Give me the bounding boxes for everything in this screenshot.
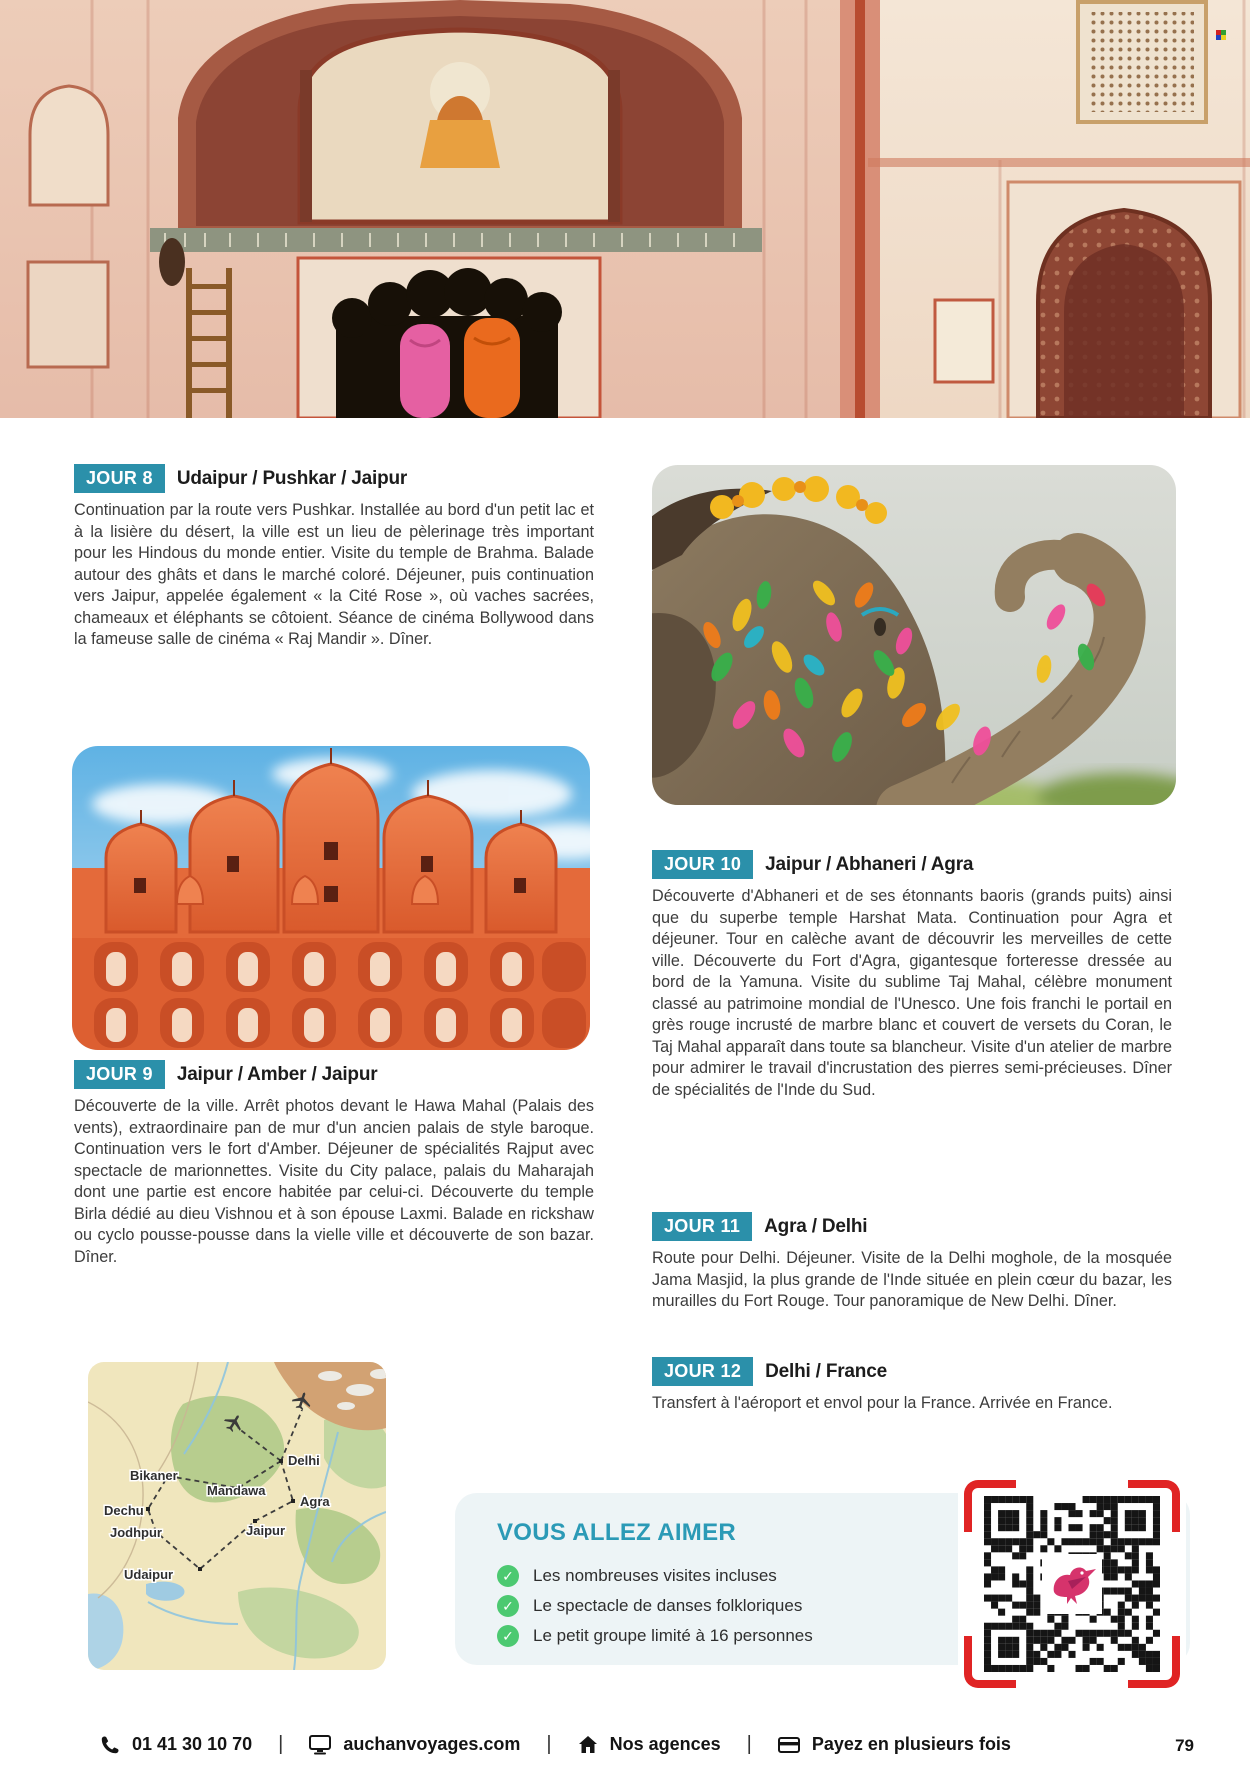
page-number: 79 bbox=[1175, 1736, 1194, 1755]
day-section-jour12 bbox=[652, 1357, 1172, 1415]
day-section-jour9 bbox=[74, 1060, 594, 1268]
highlight-label: Le spectacle de danses folkloriques bbox=[533, 1596, 803, 1615]
palace-illustration bbox=[0, 0, 1250, 418]
bird-logo-icon bbox=[1042, 1554, 1102, 1614]
day-section-jour11 bbox=[652, 1212, 1172, 1313]
footer-bar bbox=[100, 1733, 1011, 1756]
qr-code bbox=[958, 1472, 1186, 1696]
highlight-label: Le petit groupe limité à 16 personnes bbox=[533, 1626, 813, 1645]
day-badge: JOUR 9 bbox=[74, 1060, 165, 1089]
hero-photo-palace bbox=[0, 0, 1250, 418]
map-label-delhi: Delhi bbox=[288, 1453, 320, 1468]
check-icon: ✓ bbox=[497, 1595, 519, 1617]
check-icon: ✓ bbox=[497, 1565, 519, 1587]
day-section-jour8 bbox=[74, 464, 594, 651]
map-label-bikaner: Bikaner bbox=[130, 1468, 178, 1483]
day-description: Route pour Delhi. Déjeuner. Visite de la Delhi moghole, de la mosquée Jama Masjid, la plus grande de l'Inde située en plein cœur du bazar, les murailles du Fort Rouge. Tour panoramique de New Delhi. Dîner. bbox=[652, 1249, 1172, 1310]
day-route-title: Agra / Delhi bbox=[764, 1215, 868, 1237]
map-label-jodhpur: Jodhpur bbox=[110, 1525, 162, 1540]
footer-divider: | bbox=[278, 1733, 284, 1755]
itinerary-map bbox=[88, 1362, 386, 1670]
day-section-jour10 bbox=[652, 850, 1172, 1101]
credit-card-icon bbox=[778, 1736, 800, 1754]
footer-payment[interactable] bbox=[778, 1734, 1011, 1755]
map-label-udaipur: Udaipur bbox=[124, 1567, 174, 1582]
check-icon: ✓ bbox=[497, 1625, 519, 1647]
day-route-title: Jaipur / Abhaneri / Agra bbox=[765, 853, 974, 875]
photo-painted-elephant bbox=[652, 465, 1176, 805]
phone-icon bbox=[100, 1735, 120, 1755]
map-label-dechu: Dechu bbox=[104, 1503, 144, 1518]
footer-phone[interactable] bbox=[100, 1734, 252, 1755]
day-badge: JOUR 12 bbox=[652, 1357, 753, 1386]
footer-agencies[interactable] bbox=[578, 1734, 721, 1755]
day-badge: JOUR 11 bbox=[652, 1212, 752, 1241]
map-label-jaipur: Jaipur bbox=[246, 1523, 286, 1538]
day-description: Découverte de la ville. Arrêt photos devant le Hawa Mahal (Palais des vents), extraordinaire pan de mur d'un ancien palais de style baroque. Continuation vers le fort d'Amber. Déjeuner de spécialités Rajput avec spectacle de marionnettes. Visite du City palace, palais du Maharajah dont une partie est encore habitée par celui-ci. Découverte du temple Birla dédié au dieu Vishnou et à son épouse Laxmi. Balade en rickshaw ou cyclo pousse-pousse dans la vielle ville et découverte de son bazar. Dîner. bbox=[74, 1097, 594, 1266]
footer-website-url: auchanvoyages.com bbox=[343, 1734, 521, 1754]
footer-divider: | bbox=[546, 1733, 552, 1755]
footer-website[interactable] bbox=[309, 1734, 520, 1755]
monitor-icon bbox=[309, 1735, 331, 1755]
day-description: Découverte d'Abhaneri et de ses étonnants baoris (grands puits) ainsi que du superbe temple Harshat Mata. Continuation pour Agra et déjeuner. Tour en calèche avant de découvrir les merveilles de cette ville. Découverte du Fort d'Agra, gigantesque forteresse dressée au bord de la Yamuna. Visite du sublime Taj Mahal, célèbre monument classé au patrimoine mondial de l'Unesco. Une fois franchi le portail en grès rouge incrusté de marbre blanc et couvert de versets du Coran, le Taj Mahal apparaît dans toute sa blancheur. Visite d'un atelier de marbre pour admirer le travail d'incrustation des pierres semi-précieuses. Dîner de spécialités de l'Inde du Sud. bbox=[652, 887, 1172, 1099]
day-route-title: Delhi / France bbox=[765, 1360, 887, 1382]
day-route-title: Jaipur / Amber / Jaipur bbox=[176, 1063, 378, 1085]
footer-agencies-label: Nos agences bbox=[609, 1734, 721, 1754]
registration-mark-icon bbox=[1216, 30, 1226, 40]
footer-phone-number: 01 41 30 10 70 bbox=[132, 1734, 253, 1754]
map-label-agra: Agra bbox=[300, 1494, 330, 1509]
footer-payment-label: Payez en plusieurs fois bbox=[811, 1734, 1011, 1754]
day-badge: JOUR 8 bbox=[74, 464, 165, 493]
photo-hawa-mahal bbox=[72, 746, 590, 1050]
home-icon bbox=[578, 1735, 598, 1755]
day-badge: JOUR 10 bbox=[652, 850, 753, 879]
day-description: Continuation par la route vers Pushkar. Installée au bord d'un petit lac et à la lisière du désert, la ville est un lieu de pèlerinage très important pour les Hindous du monde entier. Visite du temple de Brahma. Balade autour des ghâts et dans le marché coloré. Déjeuner, puis continuation vers Jaipur, appelée également « la Cité Rose », où vaches sacrées, chameaux et éléphants se côtoient. Séance de cinéma Bollywood dans la fameuse salle de cinéma « Raj Mandir ». Dîner. bbox=[74, 501, 594, 648]
day-description: Transfert à l'aéroport et envol pour la France. Arrivée en France. bbox=[652, 1394, 1113, 1412]
footer-divider: | bbox=[746, 1733, 752, 1755]
highlights-title: VOUS ALLEZ AIMER bbox=[497, 1519, 737, 1546]
day-route-title: Udaipur / Pushkar / Jaipur bbox=[176, 467, 408, 489]
highlight-label: Les nombreuses visites incluses bbox=[533, 1566, 777, 1585]
map-label-mandawa: Mandawa bbox=[207, 1483, 266, 1498]
